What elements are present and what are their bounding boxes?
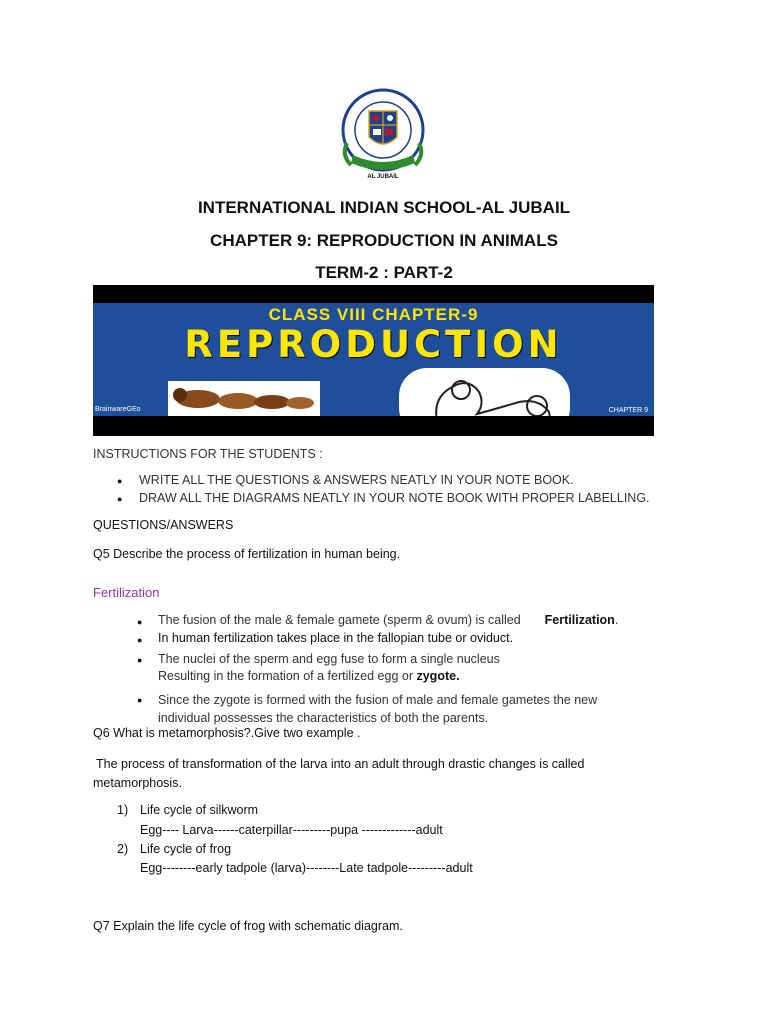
bullet-icon: ● — [137, 635, 143, 645]
logo-ribbon-text: AL JUBAIL — [367, 174, 399, 180]
fertilization-point: Since the zygote is formed with the fusion of male and female gametes the new individual possesses the characteristics of both the parents. — [158, 693, 598, 725]
mother-baby-image — [399, 368, 570, 416]
school-logo — [333, 85, 433, 183]
example-stages: Egg---- Larva------caterpillar---------pupa -------------adult — [140, 823, 443, 837]
bullet-icon: ● — [117, 476, 123, 486]
animals-image — [168, 381, 320, 416]
fertilization-point: The nuclei of the sperm and egg fuse to form a single nucleus Resulting in the formation of a fertilized egg or zygote. — [158, 652, 500, 683]
fertilization-point: The fusion of the male & female gamete (sperm & ovum) is called Fertilization. — [158, 613, 619, 627]
term-title: TERM-2 : PART-2 — [315, 263, 453, 282]
chapter-title: CHAPTER 9: REPRODUCTION IN ANIMALS — [210, 231, 558, 250]
bullet-icon: ● — [117, 494, 123, 504]
bullet-icon: ● — [137, 617, 143, 627]
question-7: Q7 Explain the life cycle of frog with schematic diagram. — [93, 919, 403, 933]
fertilization-point: In human fertilization takes place in the fallopian tube or oviduct. — [158, 631, 514, 645]
banner-corner-left: BrainwareGEo — [95, 406, 141, 413]
bullet-icon: ● — [137, 695, 143, 705]
instructions-heading: INSTRUCTIONS FOR THE STUDENTS : — [93, 447, 323, 461]
chapter-banner — [93, 285, 654, 436]
instruction-item: DRAW ALL THE DIAGRAMS NEATLY IN YOUR NOTE BOOK WITH PROPER LABELLING. — [139, 491, 650, 505]
example-title: Life cycle of silkworm — [140, 803, 259, 817]
banner-class-line: CLASS VIII CHAPTER-9 — [268, 305, 479, 324]
qa-heading: QUESTIONS/ANSWERS — [93, 518, 234, 532]
instruction-item: WRITE ALL THE QUESTIONS & ANSWERS NEATLY IN YOUR NOTE BOOK. — [139, 473, 574, 487]
metamorphosis-answer: The process of transformation of the larva into an adult through drastic changes is called metamorphosis. — [93, 757, 585, 790]
example-stages: Egg--------early tadpole (larva)--------Late tadpole---------adult — [140, 861, 473, 875]
bullet-icon: ● — [137, 655, 143, 665]
fertilization-subheading: Fertilization — [93, 585, 160, 600]
school-name: INTERNATIONAL INDIAN SCHOOL-AL JUBAIL — [197, 198, 571, 217]
banner-corner-right: CHAPTER 9 — [608, 407, 648, 414]
example-number: 1) — [117, 803, 129, 817]
question-6: Q6 What is metamorphosis?.Give two example . — [93, 726, 361, 740]
example-title: Life cycle of frog — [140, 842, 232, 856]
example-number: 2) — [117, 842, 129, 856]
banner-title: REPRODUCTION — [184, 323, 563, 366]
question-5: Q5 Describe the process of fertilization in human being. — [93, 547, 401, 561]
